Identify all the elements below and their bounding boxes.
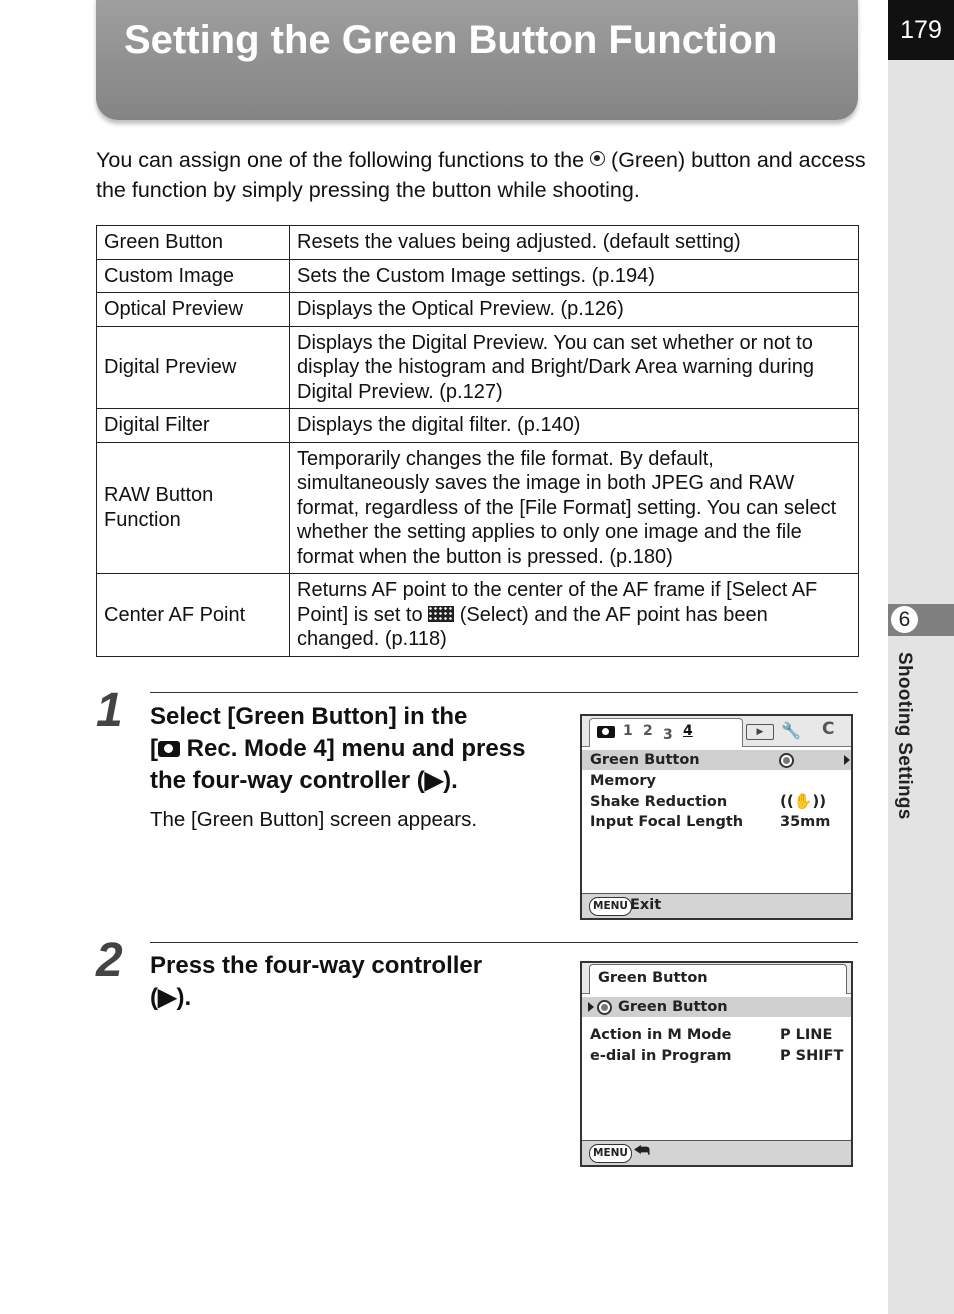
focal-length-value: 35mm xyxy=(780,814,831,830)
function-description xyxy=(290,574,859,657)
step-heading xyxy=(150,950,482,1014)
menu-item-e-dial-in-program[interactable]: e-dial in Program xyxy=(590,1048,732,1064)
screen-header-bar xyxy=(582,963,851,994)
menu-item-shake-reduction[interactable]: Shake Reduction xyxy=(590,794,728,810)
heading-line: Select [Green Button] in the xyxy=(150,703,468,730)
function-name: Optical Preview xyxy=(97,293,290,327)
arrow-right-icon xyxy=(588,1002,594,1012)
function-name: Digital Preview xyxy=(97,326,290,409)
table-row xyxy=(97,293,859,327)
green-button-icon xyxy=(779,753,794,768)
green-button-icon xyxy=(590,151,605,166)
description-text: (Select) and the AF point has been changed. (p.118) xyxy=(297,603,768,650)
page-number: 179 xyxy=(888,0,954,60)
chapter-number: 6 xyxy=(891,606,918,633)
e-dial-in-program-value: P SHIFT xyxy=(780,1048,844,1064)
screen-footer xyxy=(582,1140,851,1165)
intro-text-1: You can assign one of the following functions to the xyxy=(96,148,591,172)
heading-line: Press the four-way controller xyxy=(150,952,483,979)
menu-item-green-button[interactable]: Green Button xyxy=(590,752,700,768)
function-name: Digital Filter xyxy=(97,409,290,443)
menu-item-action-in-m-mode[interactable]: Action in M Mode xyxy=(590,1027,732,1043)
arrow-right-icon xyxy=(844,755,850,765)
camera-menu-screen xyxy=(580,714,853,920)
table-row xyxy=(97,574,859,657)
screen-header-title: Green Button xyxy=(598,970,708,986)
menu-item-input-focal-length[interactable]: Input Focal Length xyxy=(590,814,744,830)
table-row xyxy=(97,442,859,574)
function-description: Displays the Optical Preview. (p.126) xyxy=(290,293,859,327)
function-description: Displays the Digital Preview. You can set whether or not to display the histogram and Bright/Dark Area warning during Digital Preview. (p.127) xyxy=(290,326,859,409)
step-heading xyxy=(150,701,525,797)
wrench-icon[interactable]: 🔧 xyxy=(781,721,801,740)
select-af-grid-icon xyxy=(428,606,454,622)
heading-line-open: [ xyxy=(150,735,158,762)
step-number: 2 xyxy=(96,934,123,987)
chapter-title: Shooting Settings xyxy=(894,652,915,820)
screen-footer xyxy=(582,893,851,918)
function-name: RAW Button Function xyxy=(97,442,290,574)
description-text: Returns AF point to the center of the AF frame if [Select AF Point] is set to xyxy=(297,579,818,626)
heading-line: Rec. Mode 4] menu and press xyxy=(180,735,526,762)
function-name: Green Button xyxy=(97,226,290,260)
shake-reduction-icon: ((✋)) xyxy=(780,792,827,810)
menu-button-badge[interactable]: MENU xyxy=(589,897,632,916)
tab-rec-mode[interactable] xyxy=(589,718,743,747)
menu-tab-bar xyxy=(582,716,851,747)
page-title: Setting the Green Button Function xyxy=(124,18,778,62)
function-table xyxy=(96,225,859,657)
step-divider xyxy=(150,942,858,943)
step-divider xyxy=(150,692,858,693)
custom-tab[interactable]: C xyxy=(822,719,835,739)
function-description: Displays the digital filter. (p.140) xyxy=(290,409,859,443)
step-number: 1 xyxy=(96,684,123,737)
exit-label: Exit xyxy=(630,897,662,913)
function-name: Custom Image xyxy=(97,259,290,293)
menu-item-memory[interactable]: Memory xyxy=(590,773,656,789)
screen-header-tab xyxy=(589,964,847,994)
tab-1[interactable]: 1 xyxy=(623,723,633,739)
function-description: Resets the values being adjusted. (default setting) xyxy=(290,226,859,260)
camera-icon xyxy=(158,741,180,757)
table-row xyxy=(97,409,859,443)
action-in-m-mode-value: P LINE xyxy=(780,1027,833,1043)
tab-3[interactable]: 3 xyxy=(663,727,673,743)
function-name: Center AF Point xyxy=(97,574,290,657)
table-row xyxy=(97,259,859,293)
intro-text-2: (Green) button and access the function by simply pressing the button while shooting. xyxy=(96,148,866,202)
step-description: The [Green Button] screen appears. xyxy=(150,808,478,831)
selected-function-value[interactable]: Green Button xyxy=(618,999,728,1015)
green-button-icon xyxy=(597,1000,612,1015)
function-description: Sets the Custom Image settings. (p.194) xyxy=(290,259,859,293)
tab-4[interactable]: 4 xyxy=(683,723,693,739)
back-arrow-icon: ⮪ xyxy=(634,1141,650,1161)
camera-icon xyxy=(597,726,615,738)
heading-line: the four-way controller (▶). xyxy=(150,767,458,794)
table-row xyxy=(97,326,859,409)
function-description: Temporarily changes the file format. By default, simultaneously saves the image in both JPEG and RAW format, regardless of the [File Format] setting. You can select whether the setting applies to only one image and the file format when the button is pressed. (p.180) xyxy=(290,442,859,574)
green-button-screen xyxy=(580,961,853,1167)
heading-line: (▶). xyxy=(150,984,192,1011)
playback-tab-icon[interactable]: ▶ xyxy=(746,724,774,740)
menu-button-badge[interactable]: MENU xyxy=(589,1144,632,1163)
intro-paragraph xyxy=(96,145,866,205)
tab-2[interactable]: 2 xyxy=(643,723,653,739)
table-row xyxy=(97,226,859,260)
